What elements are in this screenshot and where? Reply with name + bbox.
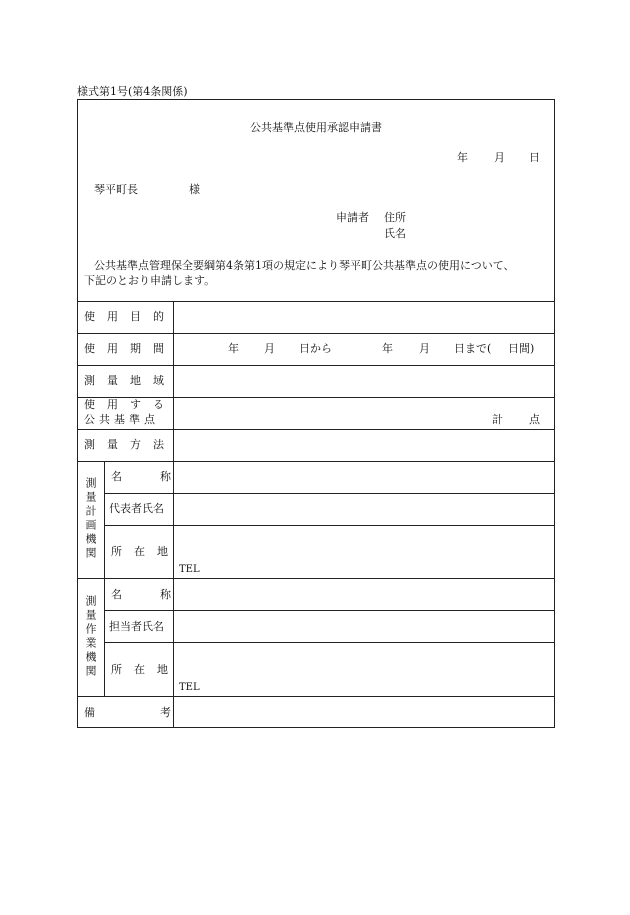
applicant-name-label: 氏名 [384, 227, 406, 240]
work-location-label: 所在地 [111, 663, 180, 676]
row-label-method: 測量方法 [84, 438, 176, 451]
remarks-label-b: 考 [160, 706, 171, 719]
period-month-2: 月 [419, 342, 430, 355]
period-until: 日まで( [454, 342, 492, 355]
planning-representative-label: 代表者氏名 [109, 502, 164, 515]
form-number: 様式第1号(第4条関係) [77, 85, 188, 98]
row-label-points-2: 公共基準点 [84, 413, 159, 426]
applicant-label: 申請者 [336, 211, 369, 224]
addressee-honorific: 様 [189, 183, 200, 196]
addressee-name: 琴平町長 [94, 183, 138, 196]
row-label-area: 測量地域 [84, 374, 176, 387]
planning-org-group-label: 測量計画機関 [84, 477, 97, 561]
row-label-purpose: 使用目的 [84, 310, 176, 323]
row-label-period: 使用期間 [84, 342, 176, 355]
work-name-a: 名 [111, 588, 122, 601]
work-org-group-label: 測量作業機関 [84, 595, 97, 679]
period-from: 日から [299, 342, 332, 355]
form-title: 公共基準点使用承認申請書 [250, 121, 382, 134]
planning-location-label: 所在地 [111, 545, 180, 558]
planning-name-b: 称 [160, 470, 171, 483]
statement-line-1: 公共基準点管理保全要綱第4条第1項の規定により琴平町公共基準点の使用について、 [94, 259, 515, 272]
row-label-points-1: 使用する [84, 398, 176, 411]
work-person-in-charge-label: 担当者氏名 [109, 620, 164, 633]
points-total-b: 点 [529, 413, 540, 426]
date-month-label: 月 [494, 151, 505, 164]
remarks-label-a: 備 [84, 706, 95, 719]
applicant-address-label: 住所 [384, 211, 406, 224]
work-tel-label: TEL [179, 682, 200, 693]
date-year-label: 年 [457, 151, 468, 164]
application-form [77, 99, 555, 728]
period-year-2: 年 [382, 342, 393, 355]
period-year-1: 年 [228, 342, 239, 355]
period-month-1: 月 [264, 342, 275, 355]
planning-tel-label: TEL [179, 564, 200, 575]
statement-line-2: 下記のとおり申請します。 [84, 274, 216, 287]
points-total-a: 計 [492, 413, 503, 426]
work-name-b: 称 [160, 588, 171, 601]
planning-name-a: 名 [111, 470, 122, 483]
period-days: 日間) [508, 342, 535, 355]
date-day-label: 日 [529, 151, 540, 164]
